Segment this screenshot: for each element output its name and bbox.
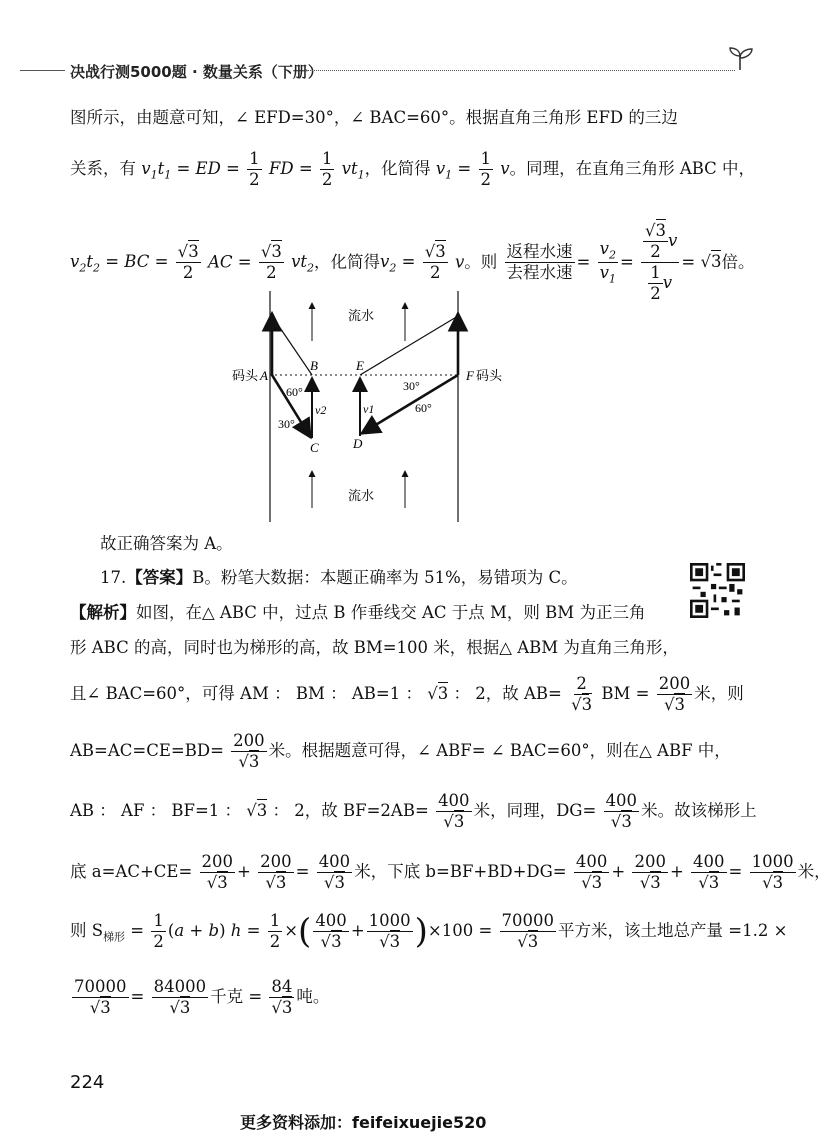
- river-diagram: [220, 286, 520, 526]
- header-rule-right: [305, 70, 735, 71]
- svg-text:E: E: [356, 358, 364, 373]
- svg-text:A: A: [260, 368, 268, 383]
- book-title: 决战行测5000题 · 数量关系（下册）: [70, 63, 323, 81]
- q17-analysis-line5: AB ： AF ： BF=1 ： √3 ： 2，故 BF=2AB= $\frac{400}{√3}$ 米，同理，DG= $\frac{400}{√3}$ 米。故该梯形上: [70, 791, 757, 832]
- svg-text:B: B: [310, 358, 318, 373]
- q17-analysis-line7: 则 $S_{梯形}$ = $\frac{1}{2}$ (a + b) h = $\frac{1}{2}$ ×( $\frac{400}{√3}$ + $\frac{1000}{√3}$ )×100 = $\frac{70000}{√3}$ 平方米，该土地总产量 =1.2 ×: [70, 911, 788, 952]
- flow-label-top: 流水: [348, 308, 375, 323]
- flow-label-bottom: 流水: [348, 488, 375, 503]
- qr-code-icon[interactable]: [690, 563, 745, 618]
- q17-analysis-line6: 底 a=AC+CE= $\frac{200}{√3}$ + $\frac{200}{√3}$ = $\frac{400}{√3}$ 米，下底 b=BF+BD+DG= $\frac{400}{√3}$ + $\frac{200}{√3}$ + $\frac{400}{√3}$ = $\frac{1000}{√3}$ 米，: [70, 852, 831, 893]
- para1-line1: 图所示，由题意可知，∠ EFD=30°，∠ BAC=60°。根据直角三角形 EFD 的三边: [70, 108, 678, 127]
- svg-text:C: C: [310, 440, 319, 455]
- svg-text:F: F: [466, 368, 474, 383]
- sprout-icon: [726, 44, 756, 74]
- dock-left-label: 码头: [232, 368, 259, 383]
- svg-text:60°: 60°: [415, 401, 432, 415]
- page-number: 224: [70, 1072, 105, 1093]
- q17-analysis-line8: $\frac{70000}{√3}$ = $\frac{84000}{√3}$ 千克 = $\frac{84}{√3}$ 吨。: [74, 977, 330, 1018]
- para1-line2: 关系，有 $v_1t_1$ = ED = $\frac{1}{2}$ FD = $\frac{1}{2}$ $vt_1$，化简得 $v_1$ = $\frac{1}{2}$ v。同理，在直角三角形 ABC 中，: [70, 149, 756, 190]
- footer-note: 更多资料添加：feifeixuejie520: [240, 1113, 487, 1132]
- para1-line3: $v_2t_2$ = BC = $\frac{√3}{2}$ AC = $\frac{√3}{2}$ $vt_2$，化简得$v_2$ = $\frac{√3}{2}$ v。则 $\frac{\text{返程水速}}{\text{去程水速}}$ = $\frac{v_2}{v_1}$ = $\frac{√3}{2}$ v $\frac{1}{2}$ v = √3倍。: [70, 221, 755, 304]
- svg-text:D: D: [353, 436, 363, 451]
- q17-analysis-line1: 【解析】如图，在△ ABC 中，过点 B 作垂线交 AC 于点 M，则 BM 为正三角: [70, 603, 646, 622]
- q17-analysis-line4: AB=AC=CE=BD= $\frac{200}{√3}$ 米。根据题意可得，∠ ABF= ∠ BAC=60°，则在△ ABF 中，: [70, 731, 731, 772]
- q17-analysis-line2: 形 ABC 的高，同时也为梯形的高，故 BM=100 米，根据△ ABM 为直角三角形，: [70, 638, 679, 657]
- svg-text:v2: v2: [315, 403, 327, 417]
- svg-text:60°: 60°: [286, 385, 303, 399]
- svg-text:v1: v1: [363, 402, 375, 416]
- q17-answer: 17.【答案】B。粉笔大数据：本题正确率为 51%，易错项为 C。: [100, 568, 578, 587]
- header-rule-left: [20, 70, 65, 71]
- q17-analysis-line3: 且∠ BAC=60°，可得 AM ： BM ： AB=1 ： √3 ： 2，故 AB= $\frac{2}{√3}$ BM = $\frac{200}{√3}$ 米，则: [70, 674, 744, 715]
- svg-text:30°: 30°: [403, 379, 420, 393]
- svg-text:30°: 30°: [278, 417, 295, 431]
- conclusion: 故正确答案为 A。: [100, 534, 233, 553]
- dock-right-label: 码头: [476, 368, 503, 383]
